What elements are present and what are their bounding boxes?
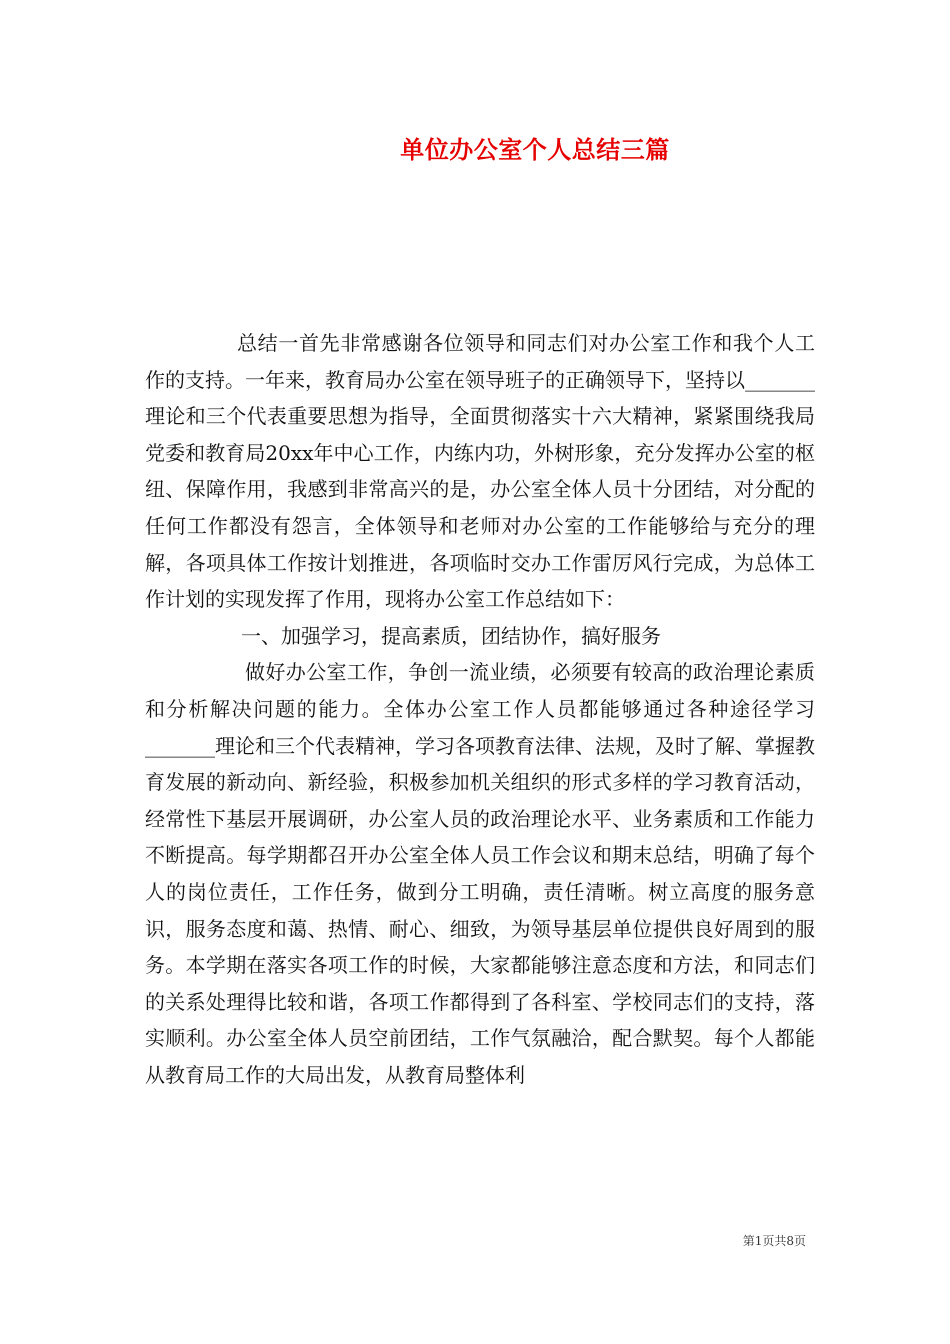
document-title: 单位办公室个人总结三篇 [400, 135, 670, 164]
section-heading: 一、加强学习，提高素质，团结协作，搞好服务 [241, 623, 661, 648]
document-body [145, 325, 815, 1093]
page-number: 第1页共8页 [742, 1234, 806, 1248]
intro-paragraph: 总结一首先非常感谢各位领导和同志们对办公室工作和我个人工作的支持。一年来，教育局办公室在领导班子的正确领导下，坚持以_______理论和三个代表重要思想为指导，全面贯彻落实十六大精神，紧紧围绕我局党委和教育局20xx年中心工作，内练内功，外树形象，充分发挥办公室的枢纽、保障作用，我感到非常高兴的是，办公室全体人员十分团结，对分配的任何工作都没有怨言，全体领导和老师对办公室的工作能够给与充分的理解，各项具体工作按计划推进，各项临时交办工作雷厉风行完成，为总体工作计划的实现发挥了作用，现将办公室工作总结如下： [145, 331, 815, 612]
section-paragraph: 做好办公室工作，争创一流业绩，必须要有较高的政治理论素质和分析解决问题的能力。全体办公室工作人员都能够通过各种途径学习_______理论和三个代表精神，学习各项教育法律、法规，及时了解、掌握教育发展的新动向、新经验，积极参加机关组织的形式多样的学习教育活动，经常性下基层开展调研，办公室人员的政治理论水平、业务素质和工作能力不断提高。每学期都召开办公室全体人员工作会议和期末总结，明确了每个人的岗位责任，工作任务，做到分工明确，责任清晰。树立高度的服务意识，服务态度和蔼、热情、耐心、细致，为领导基层单位提供良好周到的服务。本学期在落实各项工作的时候，大家都能够注意态度和方法，和同志们的关系处理得比较和谐，各项工作都得到了各科室、学校同志们的支持，落实顺利。办公室全体人员空前团结，工作气氛融洽，配合默契。每个人都能从教育局工作的大局出发，从教育局整体利 [145, 660, 815, 1087]
